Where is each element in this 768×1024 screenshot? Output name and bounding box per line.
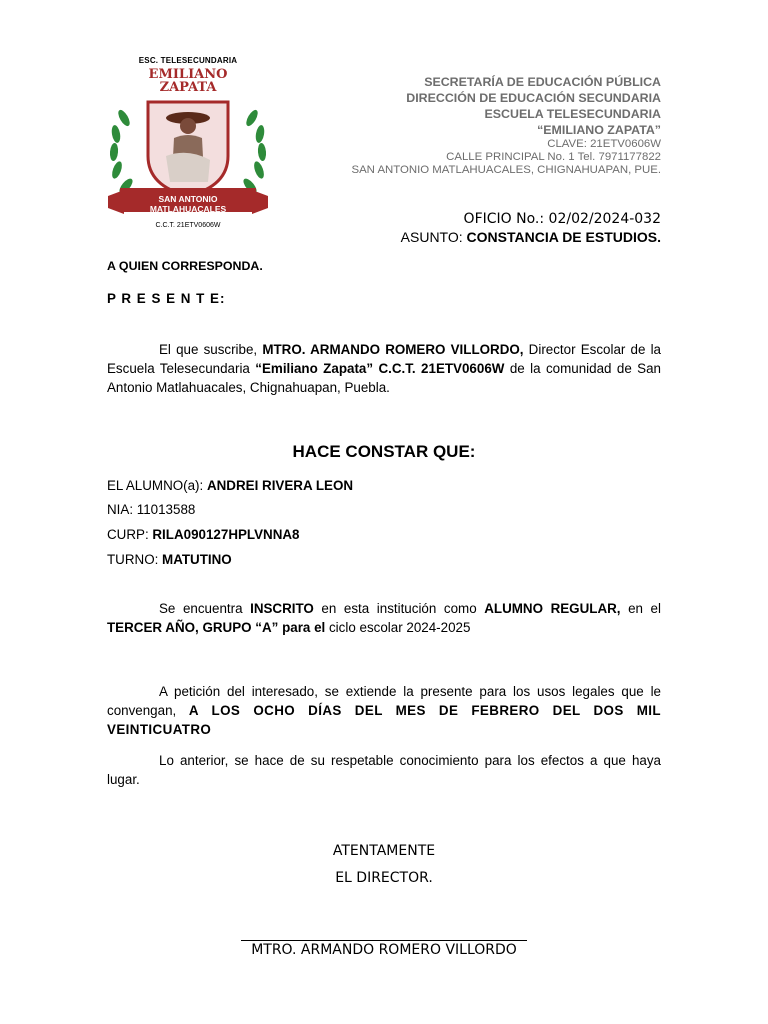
request-text: A petición del interesado, se extiende la presente para los usos legales que le convengan,: [107, 684, 661, 718]
oficio-label: OFICIO No.:: [463, 211, 549, 227]
header-clave: CLAVE: 21ETV0606W: [547, 138, 661, 150]
request-date: A LOS OCHO DÍAS DEL MES DE FEBRERO DEL DOS MIL VEINTICUATRO: [107, 703, 661, 737]
student-curp-line: [107, 527, 300, 542]
document-title: HACE CONSTAR QUE:: [292, 442, 476, 461]
oficio-number-line: [401, 209, 661, 228]
nia-value: 11013588: [136, 502, 196, 517]
presente: P R E S E N T E:: [107, 291, 226, 306]
turno-value: MATUTINO: [162, 552, 232, 567]
request-paragraph: [107, 682, 661, 739]
status-paragraph: [107, 599, 661, 637]
status-inscrito: INSCRITO: [250, 601, 314, 616]
header-line-name: “EMILIANO ZAPATA”: [537, 123, 661, 137]
intro-paragraph: [107, 340, 661, 397]
header-line-escuela: ESCUELA TELESECUNDARIA: [484, 107, 661, 121]
signatory-name: MTRO. ARMANDO ROMERO VILLORDO: [251, 942, 517, 958]
student-turno-line: [107, 552, 232, 567]
header-location: SAN ANTONIO MATLAHUACALES, CHIGNAHUAPAN, PUE.: [351, 164, 661, 176]
student-nia-line: [107, 502, 195, 517]
el-director: EL DIRECTOR.: [335, 870, 433, 886]
closing-paragraph: Lo anterior, se hace de su respetable conocimiento para los efectos a que haya lugar.: [107, 753, 661, 787]
asunto-line: [401, 228, 661, 246]
status-regular: ALUMNO REGULAR,: [484, 601, 621, 616]
asunto-label: ASUNTO:: [400, 229, 467, 245]
status-text-2: en esta institución como: [313, 601, 485, 616]
status-grade: TERCER AÑO, GRUPO “A” para el: [107, 620, 326, 635]
intro-text-3: de la comunidad de San Antonio Matlahuacales, Chignahuapan, Puebla.: [107, 361, 661, 395]
logo-top-text: ESC. TELESECUNDARIA: [138, 56, 238, 65]
header-line-direccion: DIRECCIÓN DE EDUCACIÓN SECUNDARIA: [406, 91, 661, 105]
header-line-sep: SECRETARÍA DE EDUCACIÓN PÚBLICA: [424, 75, 661, 89]
logo-cct: C.C.T. 21ETV0606W: [155, 222, 221, 229]
nia-label: NIA:: [107, 502, 137, 517]
turno-label: TURNO:: [107, 552, 163, 567]
signature-line: [241, 940, 527, 941]
student-name-line: [107, 478, 353, 493]
logo-name-line2: ZAPATA: [159, 80, 217, 95]
status-text-3: en el: [620, 601, 661, 616]
intro-text-2: Director Escolar de la Escuela Telesecundaria: [107, 342, 661, 376]
logo-name-line1: EMILIANO: [148, 67, 228, 82]
alumno-value: ANDREI RIVERA LEON: [206, 478, 354, 493]
a-quien-corresponda: A QUIEN CORRESPONDA.: [107, 259, 263, 273]
logo-ribbon-text: SAN ANTONIO MATLAHUACALES: [149, 194, 227, 214]
school-logo: [104, 56, 272, 236]
status-text-1: Se encuentra: [159, 601, 251, 616]
oficio-number: 02/02/2024-032: [548, 211, 661, 227]
atentamente: ATENTAMENTE: [332, 843, 436, 859]
intro-text-1: El que suscribe,: [159, 342, 263, 357]
curp-label: CURP:: [107, 527, 153, 542]
asunto-value: CONSTANCIA DE ESTUDIOS.: [466, 229, 661, 245]
oficio-block: [401, 209, 661, 246]
status-cycle: ciclo escolar 2024-2025: [325, 620, 471, 635]
header-address: CALLE PRINCIPAL No. 1 Tel. 7971177822: [446, 151, 661, 163]
institution-header: [351, 74, 661, 177]
curp-value: RILA090127HPLVNNA8: [152, 527, 300, 542]
alumno-label: EL ALUMNO(a):: [107, 478, 207, 493]
school-cct: “Emiliano Zapata” C.C.T. 21ETV0606W: [255, 361, 505, 376]
director-name: MTRO. ARMANDO ROMERO VILLORDO,: [262, 342, 524, 357]
